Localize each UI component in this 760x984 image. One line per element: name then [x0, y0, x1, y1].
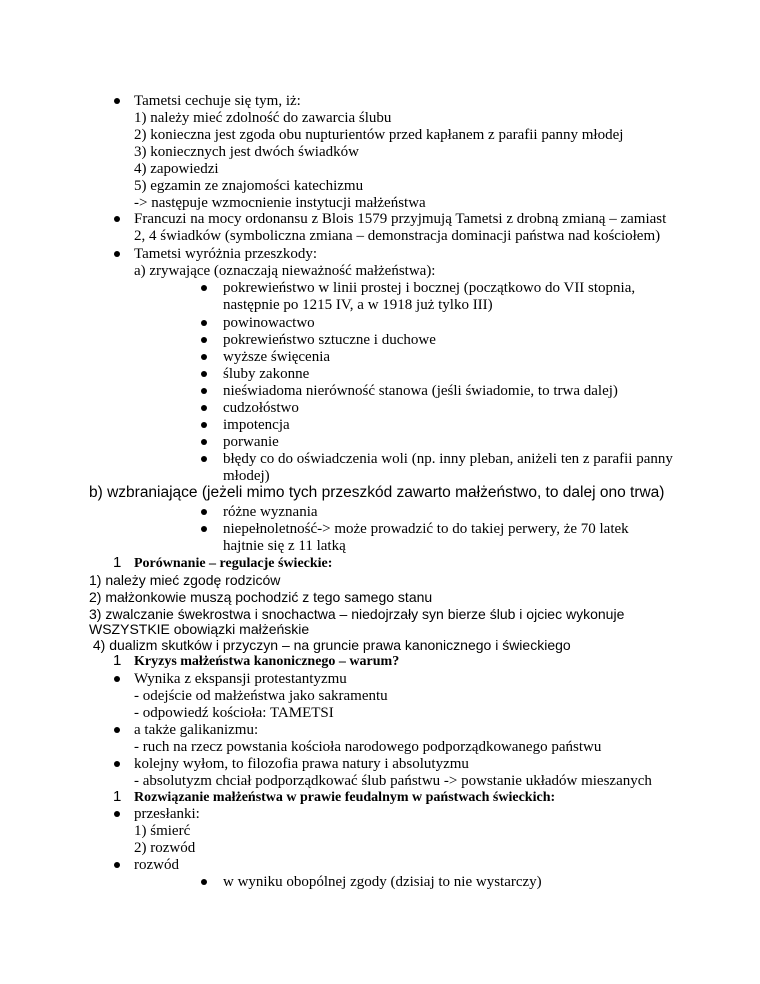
kryzys-sub: - odpowiedź kościoła: TAMETSI: [134, 705, 334, 721]
tametsi-conclusion: -> następuje wzmocnienie instytucji małżeństwa: [134, 195, 426, 211]
kryzys-sub: - odejście od małżeństwa jako sakramentu: [134, 688, 388, 704]
tametsi-intro: Tametsi cechuje się tym, iż:: [134, 93, 301, 109]
wzbraniajace-item-cont: hajtnie się z 11 latką: [223, 538, 346, 554]
bullet: [114, 216, 120, 222]
zrywajace-item: pokrewieństwo sztuczne i duchowe: [223, 332, 436, 348]
section-number: 1: [113, 788, 122, 805]
zrywajace-item: wyższe święcenia: [223, 349, 331, 365]
bullet: [201, 285, 207, 291]
bullet: [114, 761, 120, 767]
zrywajace-item-cont: następnie po 1215 IV, a w 1918 już tylko III): [223, 297, 493, 313]
zrywajace-item: błędy co do oświadczenia woli (np. inny pleban, aniżeli ten z parafii panny: [223, 451, 673, 467]
zrywajace-item: powinowactwo: [223, 315, 315, 331]
bullet: [201, 526, 207, 532]
bullet: [201, 388, 207, 394]
bullet: [201, 439, 207, 445]
przeszkody-heading: Tametsi wyróżnia przeszkody:: [134, 246, 318, 262]
rozwiazanie-heading: Rozwiązanie małżeństwa w prawie feudalnym w państwach świeckich:: [134, 790, 556, 805]
rozwiazanie-sub: 2) rozwód: [134, 840, 196, 856]
wzbraniajace-item: niepełnoletność-> może prowadzić to do takiej perwery, że 70 latek: [223, 521, 629, 537]
zrywajace-item: śluby zakonne: [223, 366, 310, 382]
kryzys-sub: - ruch na rzecz powstania kościoła narodowego podporządkowanego państwu: [134, 739, 602, 755]
francuzi-line-1: Francuzi na mocy ordonansu z Blois 1579 przyjmują Tametsi z drobną zmianą – zamiast: [134, 211, 667, 227]
wzbraniajace-heading: b) wzbraniające (jeżeli mimo tych przeszkód zawarto małżeństwo, to dalej ono trwa): [89, 484, 665, 501]
zrywajace-item: nieświadoma nierówność stanowa (jeśli świadomie, to trwa dalej): [223, 383, 618, 399]
francuzi-line-2: 2, 4 świadków (symboliczna zmiana – demonstracja dominacji państwa nad kościołem): [134, 228, 661, 244]
rozwiazanie-sub: 1) śmierć: [134, 823, 191, 839]
bullet: [201, 509, 207, 515]
section-number: 1: [113, 554, 122, 571]
bullet: [201, 405, 207, 411]
bullet: [114, 811, 120, 817]
rozwiazanie-bullet: rozwód: [134, 857, 179, 873]
porownanie-item: 4) dualizm skutków i przyczyn – na gruncie prawa kanonicznego i świeckiego: [89, 637, 571, 653]
bullet: [201, 371, 207, 377]
kryzys-bullet: Wynika z ekspansji protestantyzmu: [134, 671, 347, 687]
kryzys-bullet: kolejny wyłom, to filozofia prawa natury i absolutyzmu: [134, 756, 469, 772]
bullet: [114, 98, 120, 104]
zrywajace-item: impotencja: [223, 417, 290, 433]
tametsi-item-4: 4) zapowiedzi: [134, 161, 219, 177]
tametsi-item-1: 1) należy mieć zdolność do zawarcia ślubu: [134, 110, 392, 126]
kryzys-heading: Kryzys małżeństwa kanonicznego – warum?: [134, 654, 400, 669]
tametsi-item-5: 5) egzamin ze znajomości katechizmu: [134, 178, 364, 194]
bullet: [201, 879, 207, 885]
zrywajace-item: cudzołóstwo: [223, 400, 299, 416]
bullet: [114, 676, 120, 682]
rozwiazanie-bullet: przesłanki:: [134, 806, 200, 822]
zrywajace-item-cont: młodej): [223, 468, 270, 484]
porownanie-item-cont: WSZYSTKIE obowiązki małżeńskie: [89, 621, 310, 637]
bullet: [114, 862, 120, 868]
kryzys-sub: - absolutyzm chciał podporządkować ślub państwu -> powstanie układów mieszanych: [134, 773, 652, 789]
section-number: 1: [113, 652, 122, 669]
bullet: [201, 354, 207, 360]
bullet: [201, 422, 207, 428]
rozwiazanie-sub: w wyniku obopólnej zgody (dzisiaj to nie wystarczy): [223, 874, 542, 890]
bullet: [201, 320, 207, 326]
porownanie-item: 2) małżonkowie muszą pochodzić z tego samego stanu: [89, 589, 433, 605]
bullet: [114, 727, 120, 733]
bullet: [201, 456, 207, 462]
bullet: [114, 251, 120, 257]
porownanie-item: 1) należy mieć zgodę rodziców: [89, 572, 281, 588]
zrywajace-item: porwanie: [223, 434, 279, 450]
zrywajace-item: pokrewieństwo w linii prostej i bocznej (początkowo do VII stopnia,: [223, 280, 636, 296]
zrywajace-heading: a) zrywające (oznaczają nieważność małżeństwa):: [134, 263, 436, 279]
bullet: [201, 337, 207, 343]
wzbraniajace-item: różne wyznania: [223, 504, 318, 520]
porownanie-heading: Porównanie – regulacje świeckie:: [134, 556, 333, 571]
kryzys-bullet: a także galikanizmu:: [134, 722, 259, 738]
tametsi-item-3: 3) koniecznych jest dwóch świadków: [134, 144, 359, 160]
porownanie-item: 3) zwalczanie śwekrostwa i snochactwa – niedojrzały syn bierze ślub i ojciec wykonuje: [89, 606, 625, 622]
tametsi-item-2: 2) konieczna jest zgoda obu nupturientów przed kapłanem z parafii panny młodej: [134, 127, 624, 143]
